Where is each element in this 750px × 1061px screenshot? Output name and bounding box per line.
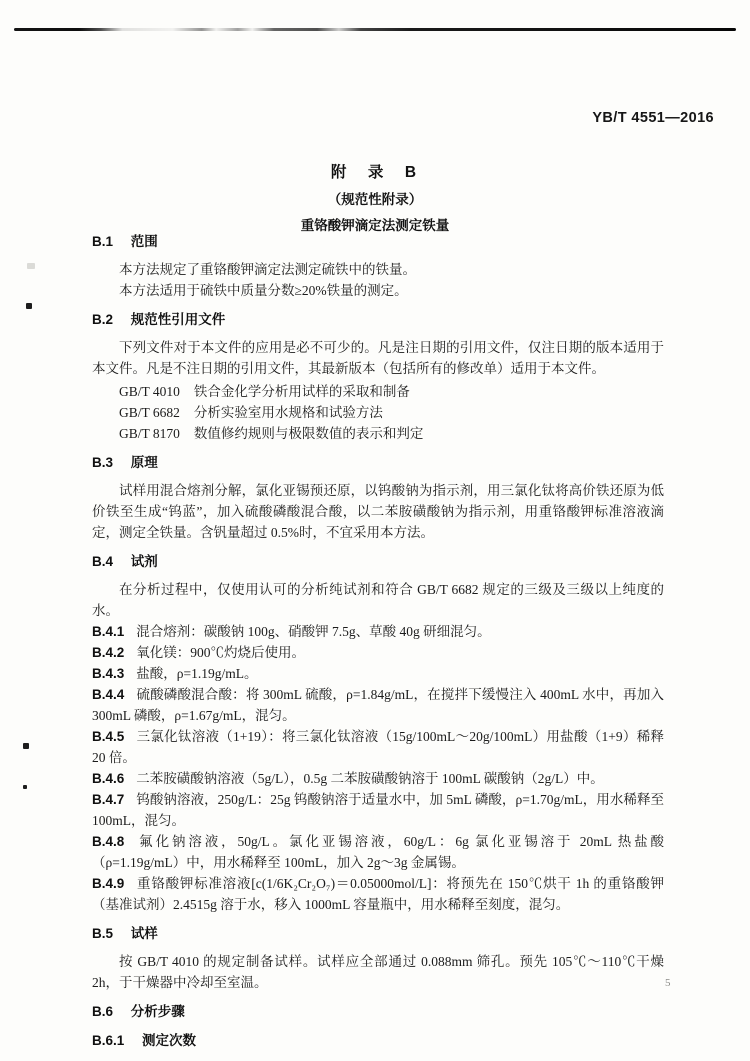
- item-text: 硫酸磷酸混合酸：将 300mL 硫酸，ρ=1.84g/mL，在搅拌下缓慢注入 400mL 水中，再加入 300mL 磷酸，ρ=1.67g/mL，混匀。: [92, 687, 664, 723]
- section-number: B.1: [92, 234, 114, 249]
- section-title: 试剂: [130, 554, 158, 569]
- reference-item: [92, 402, 664, 423]
- section-title: 规范性引用文件: [130, 312, 226, 327]
- item-text: 二苯胺磺酸钠溶液（5g/L），0.5g 二苯胺磺酸钠溶于 100mL 碳酸钠（2g/L）中。: [136, 771, 604, 786]
- section-number: B.4: [92, 554, 114, 569]
- scan-artifact-dot: [23, 785, 27, 789]
- section-heading-b61: [92, 1030, 664, 1051]
- section-number: B.3: [92, 455, 114, 470]
- item-number: B.4.8: [92, 834, 125, 849]
- standard-number: YB/T 4551—2016: [592, 110, 714, 126]
- section-title: 范围: [130, 234, 158, 249]
- reagent-item: [92, 768, 664, 789]
- scan-artifact-top-line: [14, 28, 736, 31]
- scan-artifact-dot: [23, 743, 29, 749]
- item-text: 混合熔剂：碳酸钠 100g、硝酸钾 7.5g、草酸 40g 研细混匀。: [136, 624, 491, 639]
- reagent-item: [92, 621, 664, 642]
- section-heading-b6: [92, 1001, 664, 1022]
- item-text: 三氯化钛溶液（1+19）：将三氯化钛溶液（15g/100mL～20g/100mL）用盐酸（1+9）稀释 20 倍。: [92, 729, 664, 765]
- item-number: B.4.9: [92, 876, 125, 891]
- reagent-item: [92, 663, 664, 684]
- section-heading-b4: [92, 551, 664, 572]
- section-heading-b5: [92, 923, 664, 944]
- section-number: B.6.1: [92, 1033, 125, 1048]
- item-number: B.4.2: [92, 645, 125, 660]
- scan-artifact-smudge: [27, 263, 35, 269]
- page-number: 5: [665, 977, 671, 989]
- document-body: [92, 231, 664, 1058]
- reference-name: 数值修约规则与极限数值的表示和判定: [193, 426, 424, 441]
- section-title: 试样: [130, 926, 158, 941]
- paragraph: 试样用混合熔剂分解，氯化亚锡预还原，以钨酸钠为指示剂，用三氯化钛将高价铁还原为低价铁至生成“钨蓝”，加入硫酸磷酸混合酸，以二苯胺磺酸钠为指示剂，用重铬酸钾标准溶液滴定，测定全铁量。含钒量超过 0.5%时，不宜采用本方法。: [92, 483, 664, 540]
- item-number: B.4.5: [92, 729, 125, 744]
- section-number: B.5: [92, 926, 114, 941]
- section-heading-b3: [92, 452, 664, 473]
- item-number: B.4.6: [92, 771, 125, 786]
- reference-item: [92, 381, 664, 402]
- reagent-item: [92, 789, 664, 831]
- appendix-label: 附 录 B: [330, 164, 420, 181]
- reagent-item: [92, 873, 664, 915]
- appendix-type-note: （规范性附录）: [327, 192, 423, 207]
- section-number: B.6: [92, 1004, 114, 1019]
- appendix-title-block: [0, 160, 750, 240]
- reference-name: 分析实验室用水规格和试验方法: [193, 405, 383, 420]
- paragraph: 下列文件对于本文件的应用是必不可少的。凡是注日期的引用文件，仅注日期的版本适用于本文件。凡是不注日期的引用文件，其最新版本（包括所有的修改单）适用于本文件。: [92, 340, 664, 376]
- reference-code: GB/T 6682: [119, 405, 180, 420]
- reference-item: [92, 423, 664, 444]
- reagent-item: [92, 726, 664, 768]
- section-title: 原理: [130, 455, 158, 470]
- item-number: B.4.4: [92, 687, 125, 702]
- appendix-title: 重铬酸钾滴定法测定铁量: [300, 218, 450, 233]
- paragraph: 本方法规定了重铬酸钾滴定法测定硫铁中的铁量。: [119, 262, 416, 277]
- reference-code: GB/T 4010: [119, 384, 180, 399]
- item-number: B.4.7: [92, 792, 125, 807]
- section-title: 分析步骤: [130, 1004, 185, 1019]
- item-text: 氧化镁：900℃灼烧后使用。: [136, 645, 306, 660]
- item-text: 盐酸，ρ=1.19g/mL。: [136, 666, 258, 681]
- paragraph: 在分析过程中，仅使用认可的分析纯试剂和符合 GB/T 6682 规定的三级及三级以上纯度的水。: [92, 582, 664, 618]
- section-title: 测定次数: [142, 1033, 197, 1048]
- section-number: B.2: [92, 312, 114, 327]
- item-text: 重铬酸钾标准溶液[c(1/6K₂Cr₂O₇)＝0.05000mol/L]：将预先在 150℃烘干 1h 的重铬酸钾（基准试剂）2.4515g 溶于水，移入 1000mL 容量瓶中，用水稀释至刻度，混匀。: [92, 876, 664, 912]
- item-text: 钨酸钠溶液，250g/L：25g 钨酸钠溶于适量水中，加 5mL 磷酸，ρ=1.70g/mL，用水稀释至 100mL，混匀。: [92, 792, 664, 828]
- section-heading-b2: [92, 309, 664, 330]
- item-number: B.4.3: [92, 666, 125, 681]
- reference-code: GB/T 8170: [119, 426, 180, 441]
- scan-artifact-dot: [26, 303, 32, 309]
- reagent-item: [92, 642, 664, 663]
- reagent-item: [92, 831, 664, 873]
- section-heading-b1: [92, 231, 664, 252]
- paragraph: 本方法适用于硫铁中质量分数≥20%铁量的测定。: [119, 283, 408, 298]
- paragraph: 按 GB/T 4010 的规定制备试样。试样应全部通过 0.088mm 筛孔。预先 105℃～110℃干燥 2h，于干燥器中冷却至室温。: [92, 954, 664, 990]
- item-text: 氟化钠溶液，50g/L。氯化亚锡溶液，60g/L：6g 氯化亚锡溶于 20mL 热盐酸（ρ=1.19g/mL）中，用水稀释至 100mL，加入 2g～3g 金属锡。: [92, 834, 664, 870]
- item-number: B.4.1: [92, 624, 125, 639]
- normative-reference-list: [92, 381, 664, 444]
- reagent-item: [92, 684, 664, 726]
- reference-name: 铁合金化学分析用试样的采取和制备: [193, 384, 410, 399]
